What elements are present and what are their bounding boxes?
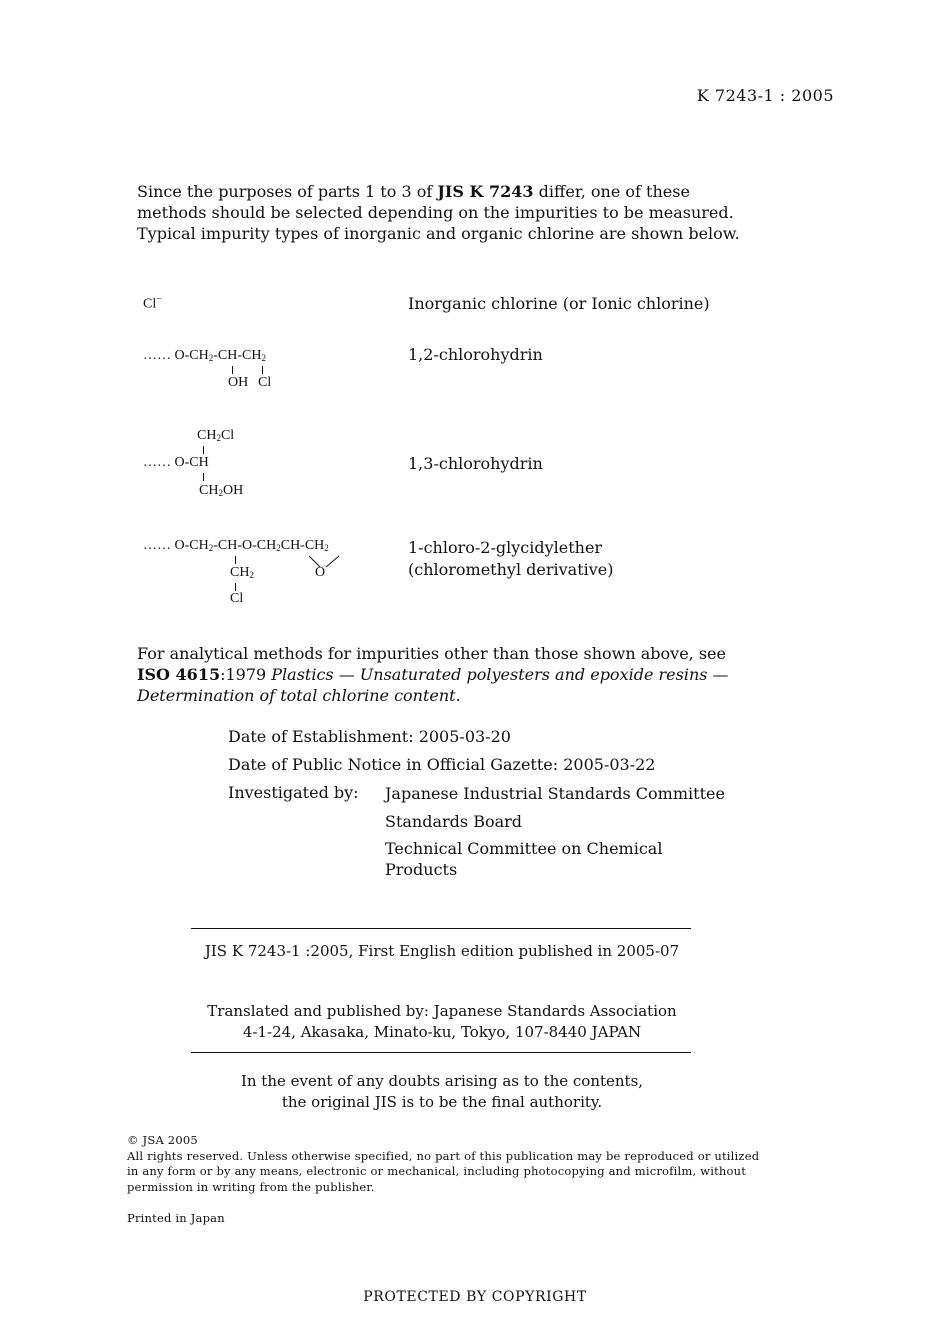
formula-13-bottom [199, 484, 243, 498]
formula-dots: …… [143, 455, 171, 470]
formula-12-chlorohydrin-main [143, 349, 266, 363]
formula-part: O-CH [174, 348, 209, 363]
date-establishment: Date of Establishment: 2005-03-20 [228, 727, 511, 746]
formula-part: CH [197, 428, 217, 443]
intro-paragraph [137, 181, 757, 244]
bond-line [262, 366, 263, 374]
authority-note [162, 1071, 722, 1113]
publisher-block [162, 1001, 722, 1043]
formula-glycidyl-main [143, 539, 329, 553]
copyright-line: © JSA 2005 [127, 1133, 198, 1147]
divider-bottom [191, 1052, 691, 1053]
para2-text-1: For analytical methods for impurities other than those shown above, see [137, 644, 726, 663]
document-id: K 7243-1 : 2005 [696, 86, 834, 105]
printed-in: Printed in Japan [127, 1211, 225, 1225]
bond-line [203, 446, 204, 454]
iso-reference-paragraph [137, 643, 757, 706]
formula-part: O-CH [174, 455, 209, 470]
formula-glycidyl-ch2 [230, 566, 254, 580]
formula-dots: …… [143, 348, 171, 363]
formula-dots: …… [143, 538, 171, 553]
intro-text-2: differ, one of these methods should be selected depending on the impurities to be measured. Typical impurity types of inorganic and organic chlorine are shown below. [137, 182, 740, 243]
formula-part: OH [222, 483, 244, 498]
name-glycidylether-line1: 1-chloro-2-glycidylether [408, 538, 603, 557]
committee-standards-board: Standards Board [385, 812, 523, 831]
edition-line: JIS K 7243-1 :2005, First English edition published in 2005-07 [204, 942, 680, 960]
formula-subscript: 2 [261, 353, 266, 363]
formula-part: -CH-O-CH [213, 538, 277, 553]
para2-text-3: . [455, 686, 461, 705]
formula-subscript: 2 [276, 543, 281, 553]
date-public-notice: Date of Public Notice in Official Gazette: 2005-03-22 [228, 755, 656, 774]
chloride-charge: − [156, 294, 162, 305]
name-12-chlorohydrin: 1,2-chlorohydrin [408, 345, 543, 364]
formula-subscript: 2 [249, 570, 254, 580]
formula-13-middle [143, 456, 209, 470]
authority-line1: In the event of any doubts arising as to the contents, [240, 1072, 644, 1090]
formula-subscript: 2 [208, 353, 214, 363]
authority-line2: the original JIS is to be the final authority. [281, 1093, 603, 1111]
committee-technical-line1: Technical Committee on Chemical [385, 839, 663, 858]
formula-13-top [197, 429, 234, 443]
formula-part: CH [199, 483, 219, 498]
formula-subscript: 2 [324, 543, 329, 553]
iso-reference: ISO 4615 [137, 665, 221, 684]
formula-part: O-CH [174, 538, 209, 553]
formula-glycidyl-cl: Cl [230, 591, 244, 606]
bond-line [203, 473, 204, 481]
name-inorganic-chlorine: Inorganic chlorine (or Ionic chlorine) [408, 294, 710, 313]
formula-subscript: 2 [216, 433, 221, 443]
bond-line [235, 583, 236, 591]
committee-technical-line2: Products [385, 860, 458, 879]
formula-subscript: 2 [218, 488, 223, 498]
committee-technical [385, 838, 662, 880]
chloride-symbol: Cl [143, 296, 157, 312]
formula-cl-group: Cl [258, 375, 272, 390]
formula-part: CH-CH [280, 538, 325, 553]
bond-line [232, 366, 233, 374]
investigated-by-label: Investigated by: [228, 783, 359, 802]
rights-statement: All rights reserved. Unless otherwise specified, no part of this publication may be reproduced or utilized in any form or by any means, electronic or mechanical, including photocopying and microfilm, without permission in writing from the publisher. [127, 1148, 760, 1194]
formula-part: Cl [220, 428, 235, 443]
publisher-address: 4-1-24, Akasaka, Minato-ku, Tokyo, 107-8440 JAPAN [242, 1023, 642, 1041]
name-glycidylether [408, 537, 614, 581]
formula-glycidyl-o: O [315, 565, 326, 580]
name-13-chlorohydrin: 1,3-chlorohydrin [408, 454, 543, 473]
intro-text-1: Since the purposes of parts 1 to 3 of [137, 182, 438, 201]
formula-subscript: 2 [208, 543, 214, 553]
formula-part: -CH-CH [213, 348, 262, 363]
formula-part: CH [230, 565, 250, 580]
name-glycidylether-line2: (chloromethyl derivative) [408, 560, 614, 579]
publisher-line: Translated and published by: Japanese Standards Association [207, 1002, 677, 1020]
protected-footer: PROTECTED BY COPYRIGHT [363, 1289, 587, 1305]
divider-top [191, 928, 691, 929]
iso-title: Plastics — Unsaturated polyesters and epoxide resins — Determination of total chlorine content [137, 665, 729, 705]
jis-reference: JIS K 7243 [437, 182, 534, 201]
copyright-block [127, 1133, 767, 1195]
para2-text-2: :1979 [220, 665, 272, 684]
committee-jisc: Japanese Industrial Standards Committee [385, 784, 725, 803]
formula-chloride-ion [143, 293, 162, 312]
formula-oh-group: OH [228, 375, 249, 390]
bond-line [235, 556, 236, 564]
